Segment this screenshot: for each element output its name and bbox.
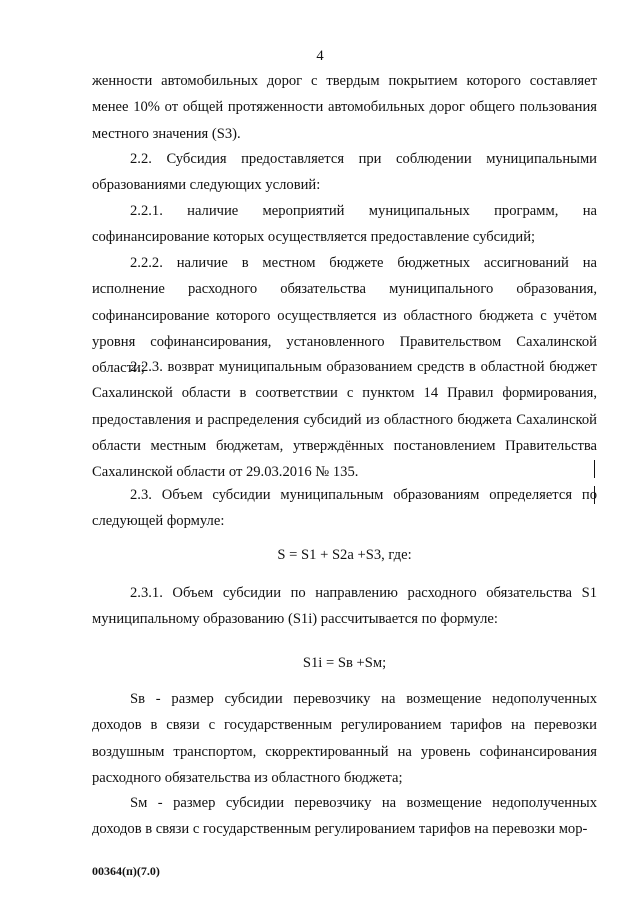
document-code: 00364(п)(7.0) xyxy=(92,864,160,878)
paragraph-2-2-3: 2.2.3. возврат муниципальным образованием средств в областной бюджет Сахалинской области в соответствии с пунктом 14 Правил формирования, предоставления и распределения субсидий из областного бюджета Сахалинской области местным бюджетам, утверждённых постановлением Правительства Сахалинской области от 29.03.2016 № 135. xyxy=(92,359,597,481)
paragraph-2-2-2: 2.2.2. наличие в местном бюджете бюджетных ассигнований на исполнение расходного обязательства муниципального образования, софинансирование которого осуществляется из областного бюджета с учётом уровня софинансирования, установленного Правительством Сахалинской области; xyxy=(92,255,597,377)
formula-s1i: S1i = Sв +Sм; xyxy=(302,655,387,671)
paragraph-s3-continuation: женности автомобильных дорог с твердым покрытием которого составляет менее 10% от общей протяженности автомобильных дорог общего пользования местного значения (S3). xyxy=(92,73,597,142)
paragraph-2-2-1: 2.2.1. наличие мероприятий муниципальных программ, на софинансирование которых осуществляется предоставление субсидий; xyxy=(92,203,597,246)
margin-change-mark xyxy=(594,486,595,504)
margin-change-mark xyxy=(594,460,595,478)
paragraph-2-2: 2.2. Субсидия предоставляется при соблюдении муниципальными образованиями следующих условий: xyxy=(92,151,597,194)
paragraph-sv-definition: Sв - размер субсидии перевозчику на возмещение недополученных доходов в связи с государственным регулированием тарифов на перевозки воздушным транспортом, скорректированный на уровень софинансирования расходного обязательства из областного бюджета; xyxy=(92,691,597,786)
formula-s: S = S1 + S2a +S3, где: xyxy=(277,547,412,563)
paragraph-2-3-1: 2.3.1. Объем субсидии по направлению расходного обязательства S1 муниципальному образованию (S1i) рассчитывается по формуле: xyxy=(92,585,597,628)
paragraph-sm-definition: Sм - размер субсидии перевозчику на возмещение недополученных доходов в связи с государственным регулированием тарифов на перевозки мор- xyxy=(92,795,597,838)
page-number: 4 xyxy=(316,48,324,64)
paragraph-2-3: 2.3. Объем субсидии муниципальным образованиям определяется по следующей формуле: xyxy=(92,487,597,530)
